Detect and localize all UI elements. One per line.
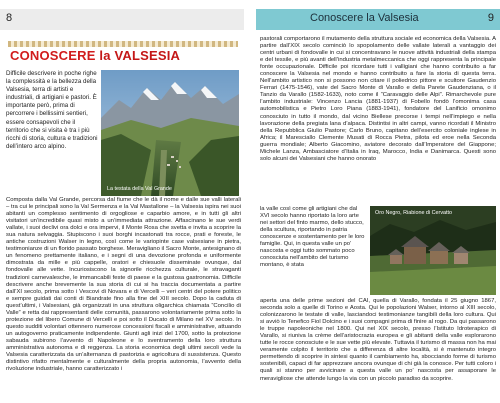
left-body-text: Composta dalla Val Grande, percorsa dal fiume che le dà il nome e dalle sue valli laterali – tra cui le principali sono la Val Sermenza e la Val Mastallone – la Valsesia ispira nei suoi abitanti un complesso sentimento di orgogliose e caparbio amore, e in tutti gli altri visitatori un’incredibile quasi misto a un’immediata attrazione. Affascinano le sue verdi vallate, i suoi declivi ora dolci e ora impervi, il Monte Rosa che svetta e invita a scoprire la sua natura selvaggia. Stupiscono i suoi borghi incastonati tra rocce, prati e foreste, le antiche costruzioni Walser in legno, così come le variopinte case valsesiane in pietra, testimonianze di un florido passato borghese. Meravigliano il Sacro Monte, antesignano di un fenomeno prettamente italiano, e i segni di una devozione profonda e uniformente dimostrata da mille e più cappelle, oratori e chiesuole disseminate ovunque, dal fondovalle alle vette. Incuriosiscono la signorile ricchezza culturale, le stravaganti tradizioni carnevalesche, le immancabili feste di paese e la gustosa gastronomia. Difficile descrivere anche brevemente la sua storia di cui si ha traccia documentata a partire dall’XI secolo, prima sotto i Vescovi di Novara e di Vercelli – veri centri del potere politico e sempre guidati dai conti di Biandrate fino alla fine del XIII secolo. Dopo la caduta di quest’ultimi, i Valsesiani, già organizzati in una struttura oligarchica chiamata “Concilio di Valle” e retta dai rappresentanti delle comunità, passarono volontariamente prima sotto la protezione del libero Comune di Vercelli e poi sotto il Ducato di Milano nel XV secolo. In questo sudditi volontari ottennero numerose concessioni fiscali e amministrative, attuando un autogoverno praticamente indipendente. Giunti agli inizi del 1700, sotto la protezione sabauda subirono l’avvento di Napoleone e lo sventramento della loro struttura amministrativa autonoma e di reggenza. La storia economica degli ultimi secoli vede la Valsesia caratterizzata da un’alternanza di pastorizia e agricoltura di sussistenza. Questo distintivo rifatto mentalmente e culturalmente della propria autonomia, l’avvento della rivoluzione industriale, hanno caratterizzato i xyxy=(6,197,241,373)
left-page xyxy=(0,36,244,403)
right-body-text-narrow: la valle così come gli artigiani che dal XVI secolo hanno riportato la loro arte nei settori del finto marmo, dello stucco, della scultura, riportando in patria conoscenze e sostentamento per le loro famiglie. Qui, in questa valle un po’ nascosta e oggi tutto sommato poco conosciuta nell’ambito del turismo montano, è stata xyxy=(260,206,365,269)
right-body-text-top: pastorali comportarono il mutamento della struttura sociale ed economica della Valsesia. A partire dall’XIX secolo cominciò lo spopolamento delle vallate laterali a vantaggio dei centri urbani di fondovalle in cui si concentravano le nuove attività industriali della stampa e del tessile, e più avanti dell’industria metalmeccanica che oggi rappresenta la principale fonte occupazionale. Difficile poi ricordare tutti i valligiani che hanno contribuito a far conoscere la Valsesia nel mondo e hanno contribuito a fare la storia di questa terra. Nell’ambito artistico non si possono non citare il poliedrico pittore e scultore Gaudenzio Ferrari (1475-1546), vate del Sacro Monte di Varallo e della Parete Gaudenziana, o il Tanzio da Varallo (1582-1633), noto come il “Caravaggio delle Alpi”. Rimarchevole pure l’ambito industriale: Vincenzo Lancia (1881-1937) di Fobello fondò l’omonima casa automobilistica e Pietro Loro Piana (1883-1941), fondatore del Lanificio omonimo conosciuto in tutto il mondo, dal vicino Biellese precorse i tempi nell’impiego e nella lavorazione della pregiata lana d’alpaca. Distintisi in altri campi, vanno ricordati il Ministro della Repubblica Giulio Pastore; Carlo Bruno, capitano dell’esercito coloniale inglese in Africa; il Maresciallo Clemente Musati di Rocca Pietra, pilota ed eroe nella Seconda guerra mondiale; Alberto Giacomino, aviatore decorato dall’Imperatore del Giappone; Michele Lanza, Ambasciatore d’Italia in Iraq, Marocco, India e Danimarca. Questi sono solo alcuni dei Valsesiani che hanno onorato xyxy=(260,36,496,162)
left-page-number: 8 xyxy=(6,12,13,24)
village-photo xyxy=(370,206,496,295)
left-header-band xyxy=(0,9,244,30)
chapter-heading xyxy=(10,48,180,63)
heading-part-2: la VALSESIA xyxy=(99,48,181,63)
heading-part-1: CONOSCERE xyxy=(10,48,96,63)
right-body-text-wide: aperta una delle prime sezioni del CAI, quella di Varallo, fondata il 25 giugno 1867, seconda solo a quelle di Torino e Aosta. Qui le popolazioni Walser, intorno al XIII secolo, colonizzarono le testate di valle, lasciandoci testimonianze tangibili della loro cultura. Qui si avviò lo Tenefico Fiol Dolcino e i suoi compagni prima di finire al rogo. Da qui passarono le truppe napoleoniche nel 1800. Qui nel XIX secolo, presso l’Istituto Idroterapico di Varallo, si riuniva la crème dell’aristocrazia europea e gli abitanti della valle esplorarono tutte le rocce conosciute e le sue vette più elevate. Tuttavia il turismo di massa non ha mai veramente colpito il territorio che a differenza di altre località, si è mantenuto integro permettendo di scoprire in sintesi quanto il cambiamento ha, sbocciando forme di turismo sostenibili, capaci di far apprezzare ancora ovunque di chi già la conosce. Per tutti coloro i quali si stanno per avvicinare a questa valle un po’ nascosta per assaporare le meravigliose che attende lungo la via con un piccolo paradiso da scoprire. xyxy=(260,298,496,382)
right-body-with-photo xyxy=(260,206,496,403)
page-header xyxy=(0,0,500,30)
decorative-border xyxy=(8,41,238,47)
photo-caption: La testata della Val Grande xyxy=(107,186,172,192)
running-title: Conoscere la Valsesia xyxy=(310,12,419,24)
photo2-caption: Oro Negro, Riabione di Cervatto xyxy=(375,210,453,216)
right-page xyxy=(256,36,500,403)
valley-photo xyxy=(101,70,239,196)
right-page-number: 9 xyxy=(487,12,494,24)
intro-paragraph: Difficile descrivere in poche righe la complessità e la bellezza della Valsesia, terra di artisti e industriali, di artigiani e pastori. È importante però, prima di percorrere i bellissimi sentieri, essere consapevoli che il territorio che si visita è tra i più ricchi di storia, cultura e tradizioni dell’intero arco alpino. xyxy=(6,70,98,150)
